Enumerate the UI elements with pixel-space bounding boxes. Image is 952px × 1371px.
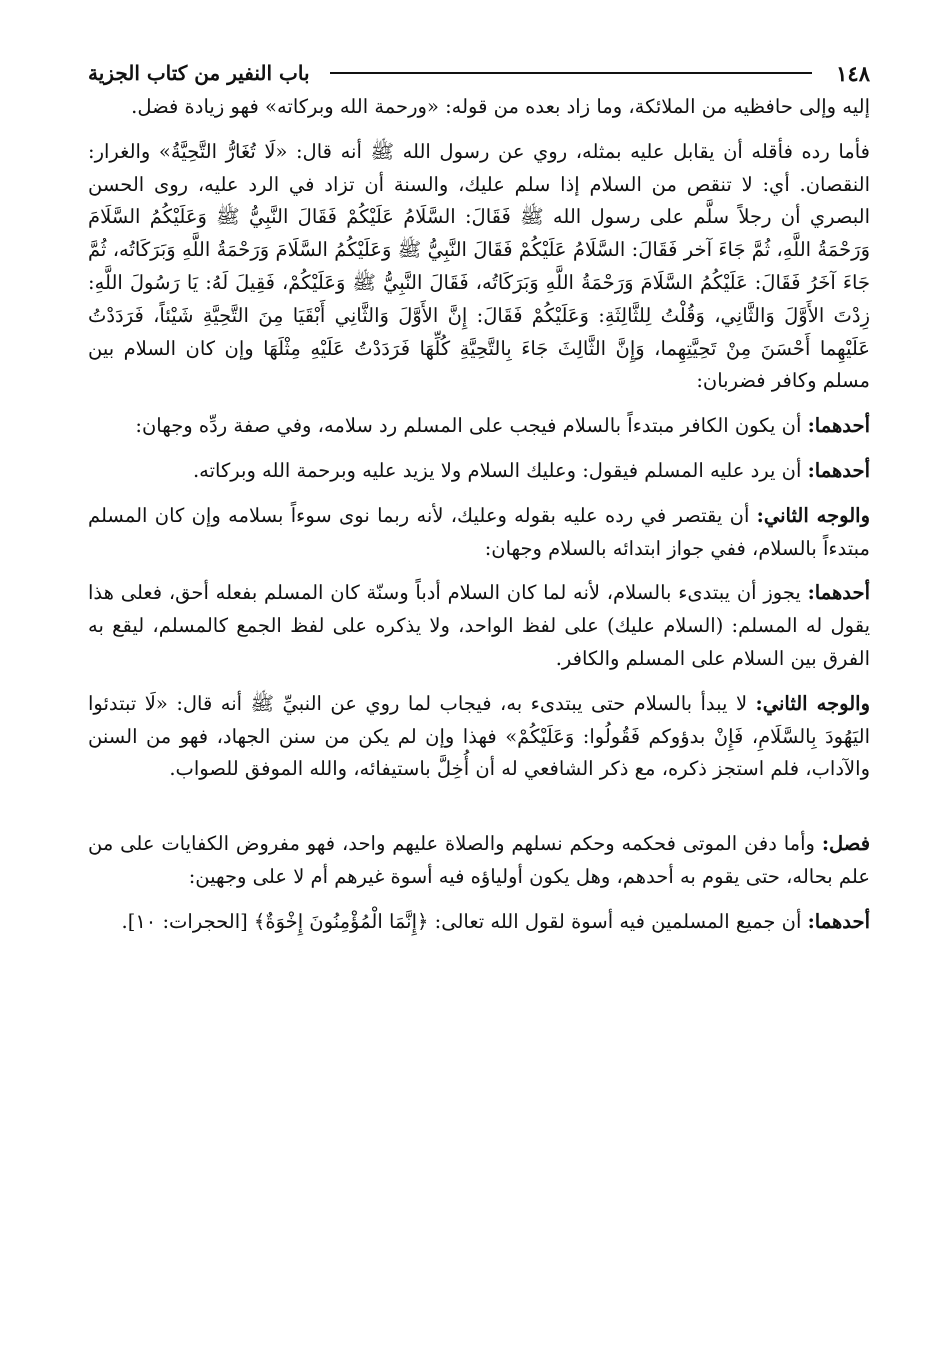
paragraph-5 [88, 500, 870, 566]
paragraph-text: لا يبدأ بالسلام حتى يبتدىء به، فيجاب لما روي عن النبيِّ ﷺ أنه قال: «لَا تبتدئوا اليَهُودَ بِالسَّلَامِ، فَإِنْ بدؤوكم فَقُولُوا: وَعَلَيْكُمْ» فهذا وإن لم يكن من سنن الجهاد، فهو من السنن والآداب، فلم استجز ذكره، مع ذكر الشافعي له أن أُخِلَّ باستيفائه، والله الموفق للصواب. [88, 691, 870, 781]
paragraph-lead: أحدهما: [807, 458, 870, 482]
paragraph-text: فأما رده فأقله أن يقابل عليه بمثله، روي عن رسول الله ﷺ أنه قال: «لَا تُغَارُّ التَّحِيَّةُ» والغرار: النقصان. أي: لا تنقص من السلام إذا سلم عليك، والسنة أن تزاد في الرد عليه، روى الحسن البصري أن رجلاً سلَّم على رسول الله ﷺ فَقَالَ: السَّلَامُ عَلَيْكُمْ فَقَالَ النَّبِيُّ ﷺ وَعَلَيْكُمُ السَّلَامَ وَرَحْمَةُ اللَّهِ، ثُمَّ جَاءَ آخر فَقَالَ: السَّلَامُ عَلَيْكُمْ فَقَالَ النَّبِيُّ ﷺ وَعَلَيْكُمُ السَّلَامَ وَرَحْمَةُ اللَّهِ وَبَرَكَاتُه، ثُمَّ جَاءَ آخَرُ فَقَالَ: عَلَيْكُمُ السَّلَامَ وَرَحْمَةُ اللَّهِ وَبَرَكَاتُه، فَقَالَ النَّبِيُّ ﷺ وَعَلَيْكُمْ، فَقِيلَ لَهُ: يَا رَسُولَ اللَّهِ: زِدْتَ الأَوَّلَ وَالثَّانِي، وَقُلْتُ لِلثَّالِثَةِ: وَعَلَيْكُمْ فَقَالَ: إِنَّ الأَوَّلَ وَالثَّانِي أَبْقَيَا مِنَ التَّحِيَّةِ شَيْئاً، فَرَدَدْتُ عَلَيْهِما أَحْسَنَ مِنْ تَحِيَّتِهِما، وَإِنَّ الثَّالِثَ جَاءَ بِالتَّحِيَّةِ كُلِّهَا فَرَدَدْتُ عَلَيْهِ مِثْلَهَا وإن كان السلام بين مسلم وكافر فضربان: [88, 139, 870, 393]
paragraph-9 [88, 906, 870, 939]
paragraph-text: وأما دفن الموتى فحكمه وحكم نسلهم والصلاة عليهم واحد، فهو مفروض الكفايات على من علم بحاله، حتى يقوم به أحدهم، وهل يكون أولياؤه فيه أسوة غيرهم أم لا على وجهين: [88, 832, 870, 888]
paragraph-text: يجوز أن يبتدىء بالسلام، لأنه لما كان السلام أدباً وسنّة كان المسلم بفعله أحق، فعلى هذا يقول له المسلم: (السلام عليك) على لفظ الواحد، ولا يذكره على لفظ الجمع كالمسلم، ليقع به الفرق بين السلام على المسلم والكافر. [88, 581, 870, 670]
section-gap [88, 798, 870, 828]
paragraph-lead: أحدهما: [807, 414, 870, 438]
paragraph-3 [88, 410, 870, 443]
paragraph-lead: أحدهما: [807, 909, 870, 933]
running-header [88, 55, 870, 91]
page-body [88, 91, 870, 939]
header-rule [330, 72, 813, 74]
page [88, 55, 870, 951]
paragraph-4 [88, 455, 870, 488]
paragraph-6 [88, 577, 870, 675]
paragraph-text: إليه وإلى حافظيه من الملائكة، وما زاد بعده من قوله: «ورحمة الله وبركاته» فهو زيادة فضل. [131, 95, 870, 118]
page-number: ١٤٨ [836, 60, 870, 86]
paragraph-8 [88, 828, 870, 894]
paragraph-text: أن يكون الكافر مبتدءاً بالسلام فيجب على المسلم رد سلامه، وفي صفة ردِّه وجهان: [135, 414, 802, 438]
paragraph-7 [88, 688, 870, 786]
paragraph-2 [88, 136, 870, 398]
paragraph-text: أن يقتصر في رده عليه بقوله وعليك، لأنه ربما نوى سوءاً بسلامه وإن كان المسلم مبتدءاً بالسلام، ففي جواز ابتدائه بالسلام وجهان: [88, 503, 870, 560]
paragraph-lead: والوجه الثاني: [755, 691, 871, 715]
paragraph-text: أن جميع المسلمين فيه أسوة لقول الله تعالى: ﴿إِنَّمَا الْمُؤْمِنُونَ إِخْوَةٌ﴾ [الحجرات: ١٠]. [121, 909, 802, 933]
paragraph-text: أن يرد عليه المسلم فيقول: وعليك السلام ولا يزيد عليه وبرحمة الله وبركاته. [192, 458, 802, 482]
paragraph-lead: فصل: [821, 832, 871, 856]
chapter-title: باب النفير من كتاب الجزية [88, 61, 310, 85]
paragraph-lead: والوجه الثاني: [756, 503, 870, 527]
paragraph-lead: أحدهما: [807, 581, 871, 605]
paragraph-1 [88, 91, 870, 124]
